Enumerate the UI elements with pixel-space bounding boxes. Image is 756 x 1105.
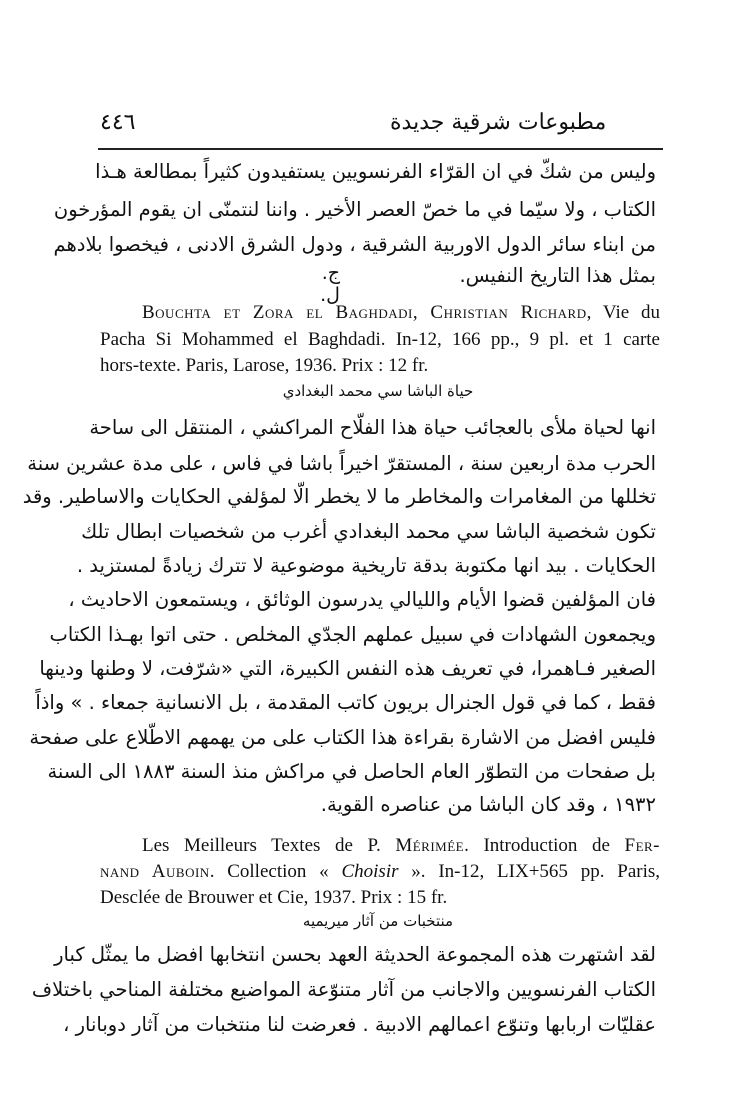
intro-line: وليس من شكّ في ان القرّاء الفرنسويين يستفيدون كثيراً بمطالعة هـذا — [95, 160, 656, 183]
review-line: بل صفحات من التطوّر العام الحاصل في مراكش منذ السنة ١٨٨٣ الى السنة — [47, 760, 656, 783]
book1-arabic-title: حياة الباشا سي محمد البغدادي — [282, 382, 474, 400]
review-line: ويجمعون الشهادات في سبيل عملهم الجدّي المخلص . حتى اتوا بهـذا الكتاب — [49, 623, 656, 646]
citation-line: Desclée de Brouwer et Cie, 1937. Prix : 15 fr. — [100, 887, 448, 908]
citation-text: . Collection « — [209, 861, 342, 882]
citation-line: hors-texte. Paris, Larose, 1936. Prix : 12 fr. — [100, 355, 429, 376]
review-line: لقد اشتهرت هذه المجموعة الحديثة العهد بحسن انتخابها افضل ما يمثّل كبار — [54, 943, 656, 966]
citation-line — [142, 300, 660, 326]
intro-line: بمثل هذا التاريخ النفيس. — [459, 264, 656, 287]
book2-arabic-title: منتخبات من آثار ميريميه — [302, 912, 454, 930]
book2-editor-rest: nand Auboin — [100, 861, 210, 882]
header-rule — [98, 148, 663, 150]
review-line: ١٩٣٢ ، وقد كان الباشا من عناصره القوية. — [320, 793, 656, 816]
page-number: ٤٤٦ — [100, 110, 136, 135]
review-line: تكون شخصية الباشا سي محمد البغدادي أغرب من شخصيات ابطال تلك — [81, 520, 656, 543]
book1-title-start: , Vie du — [586, 302, 660, 323]
book1-authors: Bouchta et Zora el Baghdadi, Christian Richard — [142, 302, 587, 323]
page-header — [100, 110, 660, 146]
reviewer-signature: ج. ل. — [320, 262, 340, 306]
citation-text: . Introduction de — [464, 835, 625, 856]
intro-line: الكتاب ، ولا سيّما في ما خصّ العصر الأخير . واننا لنتمنّى ان يقوم المؤرخون — [53, 198, 656, 221]
review-line: فقط ، كما في قول الجنرال بريون كاتب المقدمة ، بل الانسانية جمعاء . » واذاً — [35, 691, 656, 714]
citation-line — [142, 833, 660, 859]
citation-text: ». In-12, LIX+565 pp. Paris, — [398, 861, 661, 882]
running-title: مطبوعات شرقية جديدة — [390, 110, 607, 135]
citation-line: Pacha Si Mohammed el Baghdadi. In-12, 166 pp., 9 pl. et 1 carte — [100, 329, 660, 350]
citation-text: Les Meilleurs Textes de P. — [142, 835, 396, 856]
review-line: فان المؤلفين قضوا الأيام والليالي يدرسون الوثائق ، ويستمعون الاحاديث ، — [68, 588, 656, 611]
citation-line — [100, 859, 660, 885]
review-line: الحرب مدة اربعين سنة ، المستقرّ اخيراً باشا في فاس ، على مدة عشرين سنة — [27, 452, 656, 475]
review-line: الصغير فـاهمرا، في تعريف هذه النفس الكبيرة، التي «شرّفت، لا وطنها ودينها — [39, 657, 656, 680]
review-line: عقليّات اربابها وتنوّع اعمالهم الادبية . فعرضت لنا منتخبات من آثار دوبانار ، — [63, 1013, 656, 1036]
review-line: انها لحياة ملأى بالعجائب حياة هذا الفلّاح المراكشي ، المنتقل الى ساحة — [89, 416, 656, 439]
review-line: فليس افضل من الاشارة بقراءة هذا الكتاب على من يهمهم الاطّلاع على صفحة — [29, 726, 656, 749]
review-line: الحكايات . بيد انها مكتوبة بدقة تاريخية موضوعية لا تترك زيادةً لمستزيد . — [76, 554, 656, 577]
review-line: تخللها من المغامرات والمخاطر ما لا يخطر الّا لمؤلفي الحكايات والاساطير. وقد — [22, 485, 656, 508]
book2-author: Mérimée — [395, 835, 465, 856]
review-line: الكتاب الفرنسويين والاجانب من آثار متنوّعة المواضيع مختلفة المناحي باختلاف — [31, 978, 656, 1001]
intro-line: من ابناء سائر الدول الاوربية الشرقية ، ودول الشرق الادنى ، فيخصوا بلادهم — [53, 233, 656, 256]
book2-editor-first: Fer- — [624, 835, 661, 856]
book2-series: Choisir — [341, 861, 399, 882]
